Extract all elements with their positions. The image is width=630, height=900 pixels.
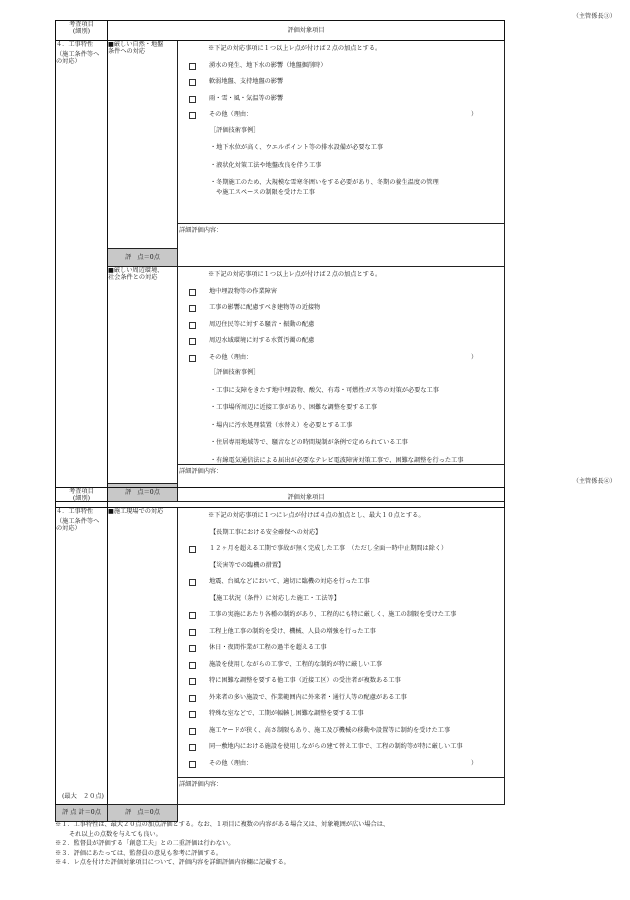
score-cell: 評 点＝0点 (108, 805, 178, 822)
other-label: その他（理由： (209, 111, 253, 118)
other-label: その他（理由： (209, 353, 253, 361)
check-label: 周辺水域環境に対する水質汚濁の配慮 (209, 337, 315, 344)
subitem-nature: ■厳しい自然・地盤 条件への対応 (108, 41, 178, 249)
checkbox[interactable] (189, 761, 196, 768)
checkbox[interactable] (189, 322, 196, 329)
checkbox[interactable] (189, 728, 196, 735)
other-label: その他（理由： (209, 759, 253, 767)
page-label-2: （主管係長④） (572, 478, 616, 485)
checkbox[interactable] (189, 338, 196, 345)
example-heading: ［評価技術事例］ (210, 126, 260, 134)
header-item-column: 考査項目 (細別) (56, 488, 108, 508)
category-cell (56, 508, 108, 805)
note-text: ※下記の対応事項に１つ以上レ点が付けば２点の加点とする。 (208, 45, 382, 52)
check-label: 軟弱地盤、支持地盤の影響 (209, 78, 284, 85)
footnotes (55, 820, 389, 868)
footnote: それ以上の点数を与えても良い。 (69, 830, 162, 838)
checkbox[interactable] (189, 579, 196, 586)
check-label: 周辺住民等に対する騒音・振動の配慮 (209, 320, 315, 328)
category-title: ４．工事特性 (56, 508, 94, 515)
example-text: ・工事場所周辺に近接工事があり、困難な調整を要する工事 (210, 404, 378, 411)
score-cell: 評 点＝0点 (108, 249, 178, 267)
checkbox[interactable] (189, 112, 196, 119)
check-label: １２ヶ月を超える工期で事故が無く完成した工事 （ただし全面一時中止期間は除く） (209, 545, 448, 552)
note-text: ※下記の対応事項に１つにレ点が付けば４点の加点とし、最大１０点とする。 (208, 512, 425, 519)
header-target-column: 評価対象項目 (108, 21, 505, 41)
checkbox[interactable] (189, 546, 196, 553)
example-text: ・液状化対策工法や地盤改良を伴う工事 (210, 161, 322, 169)
footnote: ※１．工事特性は、最大２０点の加点評価とする。なお、１項目に複数の内容がある場合又は、対象範囲が広い場合は、 (55, 821, 390, 828)
items-cell-site: ※下記の対応事項に１つにレ点が付けば４点の加点とし、最大１０点とする。 【長期工事における安全確保への対応】 １２ヶ月を超える工期で事故が無く完成した工事 （ただし全面一時中止期間は除く） 【災害等での臨機の措置】 地震、台風などにおいて、適切に臨機の対応を行った工事 【施工状況（条件）に対応した施工・工法等】 工事の実施にあたり各種の制約があり、工程的にも特に厳しく、施工の制限を受けた工事 工程上他工事の制約を受け、機械、人員の増強を行った工事 休日・夜間作業が工程の過半を超える工事 施設を使用しながらの工事で、工程的な制約が特に厳しい工事 特に困難な調整を要する他工事（近接工区）の受注者が複数ある工事 外来者の多い施設で、作業範囲内に外来者・通行人等の配慮がある工事 特殊な室などで、工期が輻輳し困難な調整を要する工事 施工ヤードが狭く、高さ制限もあり、施工及び機械の移動や設置等に制約を受けた工事 同一敷地内における施設を使用しながらの建て替え工事で、工程の制約等が特に厳しい工事 その他（理由： ） 詳細評価内容： (178, 508, 505, 805)
page-label-1: （主管係長③） (572, 13, 616, 20)
category-sub-1: （施工条件等へ (56, 51, 100, 59)
example-text: や施工スペースの制限を受けた工事 (210, 189, 315, 196)
check-label: 施工ヤードが狭く、高さ制限もあり、施工及び機械の移動や設置等に制約を受けた工事 (209, 726, 451, 734)
example-text: ・地下水位が高く、ウエルポイント等の排水設備が必要な工事 (210, 144, 384, 151)
check-label: 工事の実施にあたり各種の制約があり、工程的にも特に厳しく、施工の制限を受けた工事 (209, 611, 457, 618)
check-label: 外来者の多い施設で、作業範囲内に外来者・通行人等の配慮がある工事 (209, 693, 407, 701)
checkbox[interactable] (189, 744, 196, 751)
section-heading: 【災害等での臨機の措置】 (210, 561, 285, 569)
example-text: ・工事に支障をきたす地中埋設物、酸欠、有毒・可燃性ガス等の対策が必要な工事 (210, 386, 439, 394)
category-cell (56, 41, 108, 502)
example-text: ・住居専用地域等で、騒音などの時間規制が条例で定められている工事 (210, 439, 408, 446)
items-cell-environment: ※下記の対応事項に１つ以上レ点が付けば２点の加点とする。 地中埋設物等の作業障害 工事の影響に配慮すべき建物等の近接物 周辺住民等に対する騒音・振動の配慮 周辺水域環境に対する水質汚濁の配慮 その他（理由： ） ［評価技術事例］ ・工事に支障をきたす地中埋設物、酸欠、有毒・可燃性ガス等の対策が必要な工事 ・工事場所周辺に近接工事があり、困難な調整を要する工事 ・場内に汚水処理装置（水替え）を必要とする工事 ・住居専用地域等で、騒音などの時間規制が条例で定められている工事 ・有線電気通信法による届出が必要なテレビ電波障害対策工事で、困難な調整を行った工事 詳細評価内容： (178, 267, 505, 502)
total-score-cell: 評 点 計＝0点 (56, 805, 108, 822)
subitem-environment: ■厳しい周辺環境、 社会条件との対応 (108, 267, 178, 484)
check-label: 湧水の発生、地下水の影響（地盤掘削時） (209, 61, 327, 69)
check-label: 特に困難な調整を要する他工事（近接工区）の受注者が複数ある工事 (209, 677, 401, 684)
check-label: 同一敷地内における施設を使用しながらの建て替え工事で、工程の制約等が特に厳しい工事 (209, 743, 463, 750)
checkbox[interactable] (189, 79, 196, 86)
checkbox[interactable] (189, 355, 196, 362)
check-label: 工事の影響に配慮すべき建物等の近接物 (209, 304, 321, 311)
section-heading: 【長期工事における安全確保への対応】 (210, 528, 322, 536)
check-label: 休日・夜間作業が工程の過半を超える工事 (209, 644, 327, 651)
checkbox[interactable] (189, 678, 196, 685)
category-sub-2: の対応） (56, 58, 81, 66)
footnote: ※３．評価にあたっては、監督員の意見も参考に評価する。 (55, 849, 223, 857)
footnote: ※２．監督員が評価する「創意工夫」との二重評価は行わない。 (55, 840, 235, 848)
evaluation-table-1 (55, 20, 505, 502)
category-sub-1: （施工条件等へ (56, 518, 100, 526)
checkbox[interactable] (189, 645, 196, 652)
category-sub-2: の対応） (56, 525, 81, 533)
check-label: 工程上他工事の制約を受け、機械、人員の増強を行った工事 (209, 627, 376, 635)
checkbox[interactable] (189, 695, 196, 702)
example-text: ・有線電気通信法による届出が必要なテレビ電波障害対策工事で、困難な調整を行った工事 (210, 456, 464, 464)
checkbox[interactable] (189, 63, 196, 70)
detail-field[interactable]: 詳細評価内容： (178, 223, 504, 266)
check-label: 施設を使用しながらの工事で、工程的な制約が特に厳しい工事 (209, 660, 383, 668)
check-label: 特殊な室などで、工期が輻輳し困難な調整を要する工事 (209, 710, 364, 717)
checkbox[interactable] (189, 612, 196, 619)
checkbox[interactable] (189, 662, 196, 669)
checkbox[interactable] (189, 289, 196, 296)
category-title: ４．工事特性 (56, 41, 94, 48)
score-cell: 評 点＝0点 (108, 483, 178, 501)
header-item-column: 考査項目 (細別) (56, 21, 108, 41)
checkbox[interactable] (189, 711, 196, 718)
checkbox[interactable] (189, 96, 196, 103)
note-text: ※下記の対応事項に１つ以上レ点が付けば２点の加点とする。 (208, 271, 382, 278)
footnote: ※４．レ点を付けた評価対象項目について、評価内容を詳細評価内容欄に記載する。 (55, 859, 290, 867)
evaluation-table-2 (55, 487, 505, 822)
detail-field[interactable]: 詳細評価内容： (178, 777, 504, 804)
example-text: ・冬期施工のため、大規模な雪寒冬囲いをする必要があり、冬期の養生温度の管理 (210, 179, 439, 186)
items-cell-nature: ※下記の対応事項に１つ以上レ点が付けば２点の加点とする。 湧水の発生、地下水の影響（地盤掘削時） 軟弱地盤、支持地盤の影響 雨・雪・風・気温等の影響 その他（理由： ） ［評価技術事例］ ・地下水位が高く、ウエルポイント等の排水設備が必要な工事 ・液状化対策工法や地盤改良を伴う工事 ・冬期施工のため、大規模な雪寒冬囲いをする必要があり、冬期の養生温度の管理 や施工スペースの制限を受けた工事 詳細評価内容： (178, 41, 505, 267)
check-label: 雨・雪・風・気温等の影響 (209, 94, 284, 102)
subitem-site: ■施工現場での対応 (108, 508, 178, 805)
checkbox[interactable] (189, 305, 196, 312)
section-heading: 【施工状況（条件）に対応した施工・工法等】 (210, 594, 340, 602)
check-label: 地震、台風などにおいて、適切に臨機の対応を行った工事 (209, 578, 370, 585)
example-text: ・場内に汚水処理装置（水替え）を必要とする工事 (210, 421, 353, 429)
check-label: 地中埋設物等の作業障害 (209, 287, 278, 295)
detail-field[interactable]: 詳細評価内容： (178, 464, 504, 501)
example-heading: ［評価技術事例］ (210, 369, 260, 376)
header-target-column: 評価対象項目 (108, 488, 505, 508)
max-score: (最大 ２０点) (62, 792, 104, 800)
checkbox[interactable] (189, 629, 196, 636)
